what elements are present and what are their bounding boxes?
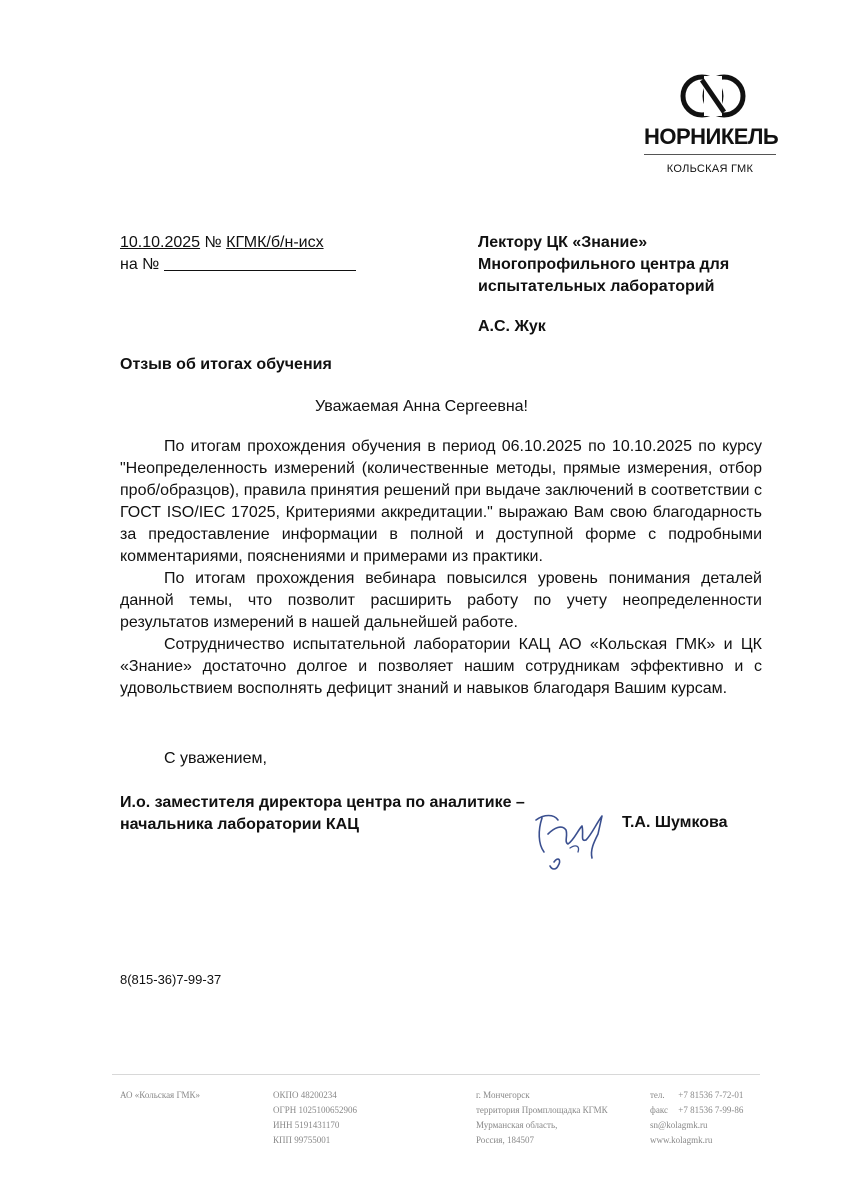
- nornickel-logo-icon: [680, 74, 746, 118]
- addressee-block: [478, 232, 729, 338]
- body-paragraph-1: По итогам прохождения обучения в период 06.10.2025 по 10.10.2025 по курсу "Неопределенность измерений (количественные методы, прямые измерения, отбор проб/образцов), правила принятия решений при выдаче заключений в соответствии с ГОСТ ISO/IEC 17025, Критериями аккредитации." выражаю Вам свою благодарность за предоставление информации в полной и доступной форме с подробными комментариями, пояснениями и примерами из практики.: [120, 438, 762, 565]
- brand-divider: [644, 154, 776, 155]
- outgoing-number-line: [120, 232, 356, 254]
- addressee-line-1: Лектору ЦК «Знание»: [478, 234, 648, 251]
- footer-inn: ИНН 5191431170: [273, 1120, 340, 1130]
- outgoing-date: 10.10.2025: [120, 234, 201, 251]
- footer-tel-label: тел.: [650, 1090, 665, 1100]
- footer-address-2: территория Промплощадка КГМК: [476, 1105, 608, 1115]
- footer-registration: [273, 1088, 357, 1148]
- outgoing-number: КГМК/б/н-исх: [226, 234, 324, 251]
- letter-closing: С уважением,: [164, 750, 267, 767]
- reply-to-line: [120, 254, 356, 276]
- footer-address-1: г. Мончегорск: [476, 1090, 530, 1100]
- handwritten-signature: [528, 800, 618, 872]
- contact-phone: 8(815-36)7-99-37: [120, 972, 222, 987]
- signer-title-line-2: начальника лаборатории КАЦ: [120, 816, 359, 833]
- footer-address-3: Мурманская область,: [476, 1120, 558, 1130]
- footer-kpp: КПП 99755001: [273, 1135, 331, 1145]
- brand-subtitle: КОЛЬСКАЯ ГМК: [666, 163, 754, 175]
- brand-name: НОРНИКЕЛЬ: [644, 124, 779, 149]
- footer-tel-row: [650, 1088, 743, 1103]
- body-paragraph-2: По итогам прохождения вебинара повысился уровень понимания деталей данной темы, что позволит расширить работу по учету неопределенности результатов измерений в нашей дальнейшей работе.: [120, 570, 762, 631]
- addressee-name: А.С. Жук: [478, 318, 546, 335]
- footer-fax-row: [650, 1103, 743, 1118]
- footer-website: www.kolagmk.ru: [650, 1135, 713, 1145]
- footer-email: sn@kolagmk.ru: [650, 1120, 708, 1130]
- footer-fax-label: факс: [650, 1105, 668, 1115]
- reply-to-label: на №: [120, 256, 160, 273]
- reply-to-blank: [164, 254, 356, 271]
- footer-contacts: [650, 1088, 743, 1148]
- letter-body: [120, 436, 762, 700]
- company-logo: [644, 74, 780, 175]
- footer-tel: +7 81536 7-72-01: [678, 1090, 744, 1100]
- footer-divider: [112, 1074, 760, 1075]
- footer-address: [476, 1088, 608, 1148]
- body-paragraph-3: Сотрудничество испытательной лаборатории КАЦ АО «Кольская ГМК» и ЦК «Знание» достаточно долгое и позволяет нашим сотрудникам эффективно и с удовольствием восполнять дефицит знаний и навыков благодаря Вашим курсам.: [120, 636, 762, 697]
- letter-greeting: Уважаемая Анна Сергеевна!: [315, 398, 528, 415]
- footer-company-name: АО «Кольская ГМК»: [120, 1090, 201, 1100]
- footer-company: [120, 1088, 200, 1103]
- footer-ogrn: ОГРН 1025100652906: [273, 1105, 357, 1115]
- letter-subject: Отзыв об итогах обучения: [120, 356, 332, 373]
- number-sign: №: [204, 234, 222, 251]
- footer-address-4: Россия, 184507: [476, 1135, 534, 1145]
- addressee-line-2: Многопрофильного центра для: [478, 256, 730, 273]
- signer-title-line-1: И.о. заместителя директора центра по аналитике –: [120, 794, 525, 811]
- signer-name: Т.А. Шумкова: [622, 814, 728, 831]
- signer-title: [120, 792, 525, 836]
- outgoing-reference: [120, 232, 356, 276]
- footer-okpo: ОКПО 48200234: [273, 1090, 337, 1100]
- footer-fax: +7 81536 7-99-86: [678, 1105, 744, 1115]
- addressee-line-3: испытательных лабораторий: [478, 278, 715, 295]
